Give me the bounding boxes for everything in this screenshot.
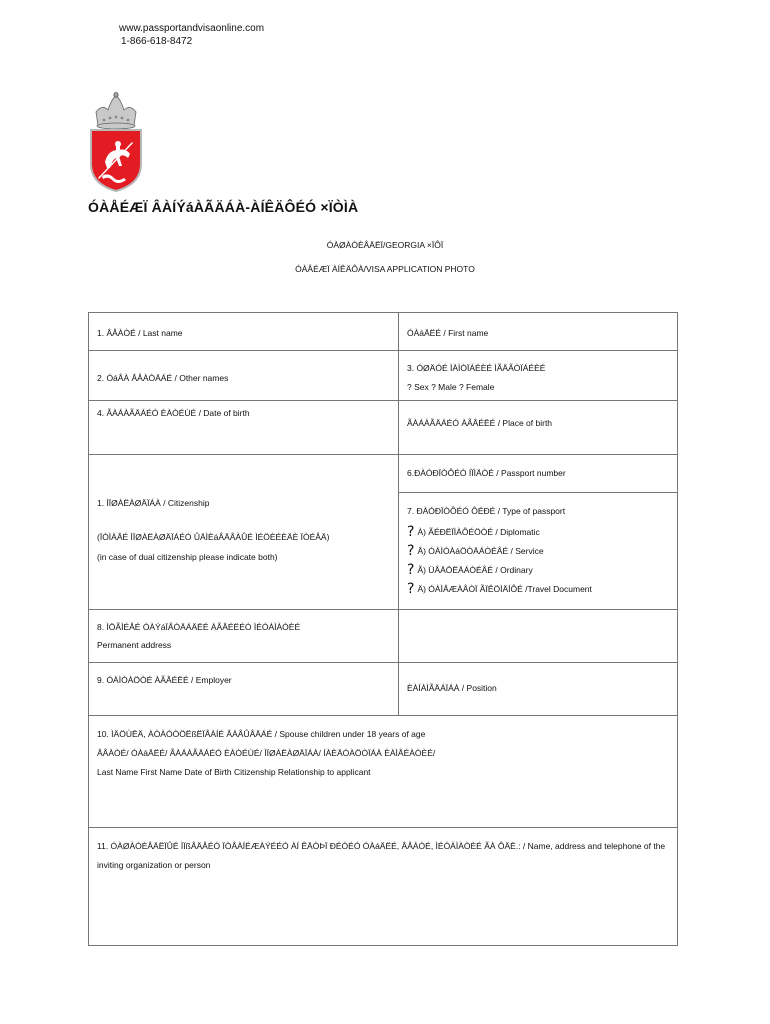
checkbox-icon[interactable]: ?	[407, 523, 415, 540]
passport-type-ordinary[interactable]	[407, 560, 677, 579]
form-title: ÓÀÅÉÆÏ ÂÀÍÝáÀÃÄÁÀ-ÀÍÊÄÔÉÓ ×ÏÒÌÀ	[88, 199, 359, 215]
passport-type-travel-document[interactable]	[407, 579, 677, 598]
passport-type-field	[399, 493, 677, 598]
sex-options[interactable]: ? Sex ? Male ? Female	[407, 382, 495, 392]
form-subtitle-country: ÓÀØÀÒÈÅÄËÏ/GEORGIA ×ÏÔÏ	[326, 240, 444, 250]
last-name-label: 1. ÂÅÀÒÉ / Last name	[97, 328, 183, 338]
permanent-address-field[interactable]	[89, 610, 399, 663]
place-of-birth-field[interactable]	[399, 401, 678, 455]
checkbox-icon[interactable]: ?	[407, 561, 415, 578]
citizenship-label: 1. ÌÏØÀËÀØÄÏÁÀ / Citizenship	[97, 498, 210, 508]
spouse-children-field[interactable]	[89, 716, 678, 828]
other-names-field[interactable]	[89, 351, 399, 401]
checkbox-icon[interactable]: ?	[407, 542, 415, 559]
page-header	[119, 22, 264, 48]
first-name-label: ÓÀáÄËÉ / First name	[407, 328, 489, 338]
option-label: Â) ÓÀÌÓÀáÖÒÄÁÒÉÅÉ / Service	[417, 545, 544, 556]
permanent-address-extra[interactable]	[399, 610, 678, 663]
inviting-organization-label-en: inviting organization or person	[97, 860, 211, 870]
permanent-address-label: Permanent address	[97, 640, 172, 650]
passport-type-service[interactable]	[407, 541, 677, 560]
georgia-coat-of-arms-icon	[88, 92, 144, 192]
citizenship-field[interactable]	[89, 455, 399, 610]
option-label: À) ÃÉÐËÏÌÀÔÉÖÒÉ / Diplomatic	[417, 526, 540, 537]
passport-number-field[interactable]	[399, 455, 677, 493]
spouse-children-label: 10. ÌÄÖÙËÄ, ÀÒÀÓÒÖËßËÏÅÀÍÉ ÂÀÅÛÅÄÁÉ / Spouse children under 18 years of age	[97, 729, 426, 739]
visa-application-form	[88, 312, 678, 946]
inviting-organization-label: 11. ÓÀØÀÒÈÅÄËÏÛÉ ÌÏßÅÄÅÉÓ ÏÒÂÀÍÉÆÀÝÉÉÓ ÀÍ ÊÄÒÞÏ ÐÉÒÉÓ ÓÀáÄËÉ, ÂÅÀÒÉ, ÌÉÓÀÌÀÒÈÉ ÃÀ ÔÄË.: / Name, address and telephone of the	[97, 841, 666, 851]
citizenship-dual-note-geo: (ÏÒÌÀÂÉ ÌÏØÀËÀØÄÏÁÉÓ ÛÄÌÈáÅÄÅÀÛÉ ÌÉÖÈÉÈÄÈ ÏÒÉÅÄ)	[97, 532, 330, 542]
position-label: ÈÀÍÀÌÃÄÁÏÁÀ / Position	[407, 683, 497, 693]
website-url[interactable]: www.passportandvisaonline.com	[119, 23, 265, 34]
permanent-address-label-geo: 8. ÌÖÃÌÉÅÉ ÓÀÝáÏÅÒÄÁÄËÉ ÀÃÂÉËÉÓ ÌÉÓÀÌÀÒÈÉ	[97, 622, 301, 632]
date-of-birth-field[interactable]	[89, 401, 399, 455]
employer-field[interactable]	[89, 663, 399, 716]
citizenship-dual-note: (in case of dual citizenship please indicate both)	[97, 552, 278, 562]
position-field[interactable]	[399, 663, 678, 716]
option-label: Ã) ÜÅÄÖËÄÁÒÉÅÉ / Ordinary	[417, 564, 533, 575]
employer-label: 9. ÓÀÌÓÀÖÒÉ ÀÃÂÉËÉ / Employer	[97, 675, 232, 685]
other-names-label: 2. ÓáÅÀ ÂÅÀÒÄÁÉ / Other names	[97, 373, 229, 383]
passport-number-label: 6.ÐÀÓÐÏÒÔÉÓ ÍÏÌÄÒÉ / Passport number	[407, 468, 566, 478]
place-of-birth-label: ÃÀÁÀÃÄÁÉÓ ÀÃÂÉËÉ / Place of birth	[407, 418, 553, 428]
last-name-field[interactable]	[89, 313, 399, 351]
sex-label: 3. ÓØÄÓÉ ÌÀÌÒÏÁÉÈÉ ÌÃÄÃÒÏÁÉÈÉ	[407, 363, 546, 373]
inviting-organization-field[interactable]	[89, 828, 678, 946]
option-label: Ä) ÓÀÌÂÆÀÅÒÏ ÃÏÊÖÌÄÍÔÉ /Travel Document	[417, 583, 592, 594]
checkbox-icon[interactable]: ?	[407, 580, 415, 597]
passport-type-label: 7. ÐÀÓÐÏÒÔÉÓ ÔÉÐÉ / Type of passport	[407, 506, 566, 516]
first-name-field[interactable]	[399, 313, 678, 351]
phone-number: 1-866-618-8472	[121, 36, 193, 47]
passport-type-diplomatic[interactable]	[407, 522, 677, 541]
date-of-birth-label: 4. ÃÀÁÀÃÄÁÉÓ ÈÀÒÉÙÉ / Date of birth	[97, 408, 250, 418]
spouse-columns-geo: ÂÅÀÒÉ/ ÓÀáÄËÉ/ ÃÀÁÀÃÄÁÉÓ ÈÀÒÉÙÉ/ ÌÏØÀËÀØÄÏÁÀ/ ÍÀÈÄÓÀÖÒÏÁÀ ÈÀÌÂÉÀÒÈÉ/	[97, 748, 436, 758]
spouse-columns: Last Name First Name Date of Birth Citizenship Relationship to applicant	[97, 767, 371, 777]
sex-field[interactable]	[399, 351, 678, 401]
form-subtitle-photo: ÓÀÅÉÆÏ ÀÍÊÄÔÀ/VISA APPLICATION PHOTO	[295, 264, 475, 274]
